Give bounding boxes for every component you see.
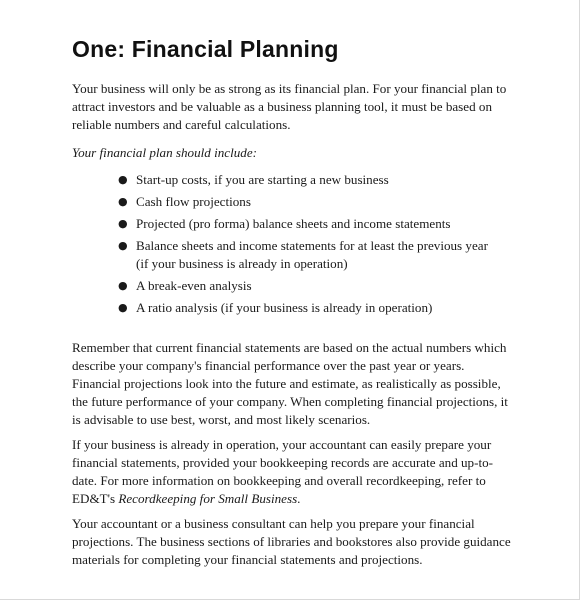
operation-paragraph-text: If your business is already in operation, your accountant can easily prepare your financial statements, provided your bookkeeping records are accurate and up-to-date. For more information on bookkeeping and overall recordkeeping, refer to ED&T's [72,437,494,506]
include-heading: Your financial plan should include: [72,145,258,160]
consultant-paragraph: Your accountant or a business consultant can help you prepare your financial projections. The business sections of libraries and bookstores also provide guidance materials for completing your financial statements and projections. [72,516,511,567]
list-item [0,193,496,211]
list-item-text: Cash flow projections [136,194,251,209]
list-item [0,237,496,273]
current-statements-paragraph: Remember that current financial statements are based on the actual numbers which describe your company's financial performance over the past year or years. Financial projections look into the future and estimate, as realistically as possible, the future performance of your company. When completing financial projections, it is advisable to use best, worst, and most likely scenarios. [72,340,508,427]
bullet-dot-icon: ● [118,279,128,292]
bullet-dot-icon: ● [118,301,128,314]
include-list [0,171,500,321]
list-item-text: Projected (pro forma) balance sheets and income statements [136,216,451,231]
list-item-text: Start-up costs, if you are starting a new business [136,172,389,187]
bullet-dot-icon: ● [118,195,128,208]
list-item [0,171,496,189]
bullet-dot-icon: ● [118,217,128,230]
intro-paragraph: Your business will only be as strong as its financial plan. For your financial plan to attract investors and be valuable as a business planning tool, it must be based on reliable numbers and careful calculations. [72,81,507,132]
list-item-text: A ratio analysis (if your business is already in operation) [136,300,433,315]
list-item [0,215,496,233]
recordkeeping-reference: Recordkeeping for Small Business [118,491,298,506]
list-item [0,299,496,317]
operation-paragraph-end: . [297,491,301,506]
list-item-text: A break-even analysis [136,278,252,293]
operation-paragraph [72,436,512,508]
list-item-text: Balance sheets and income statements for at least the previous year (if your business is already in operation) [136,238,488,271]
bullet-dot-icon: ● [118,239,128,252]
list-item [0,277,496,295]
page-title: One: Financial Planning [72,36,339,62]
bullet-dot-icon: ● [118,173,128,186]
